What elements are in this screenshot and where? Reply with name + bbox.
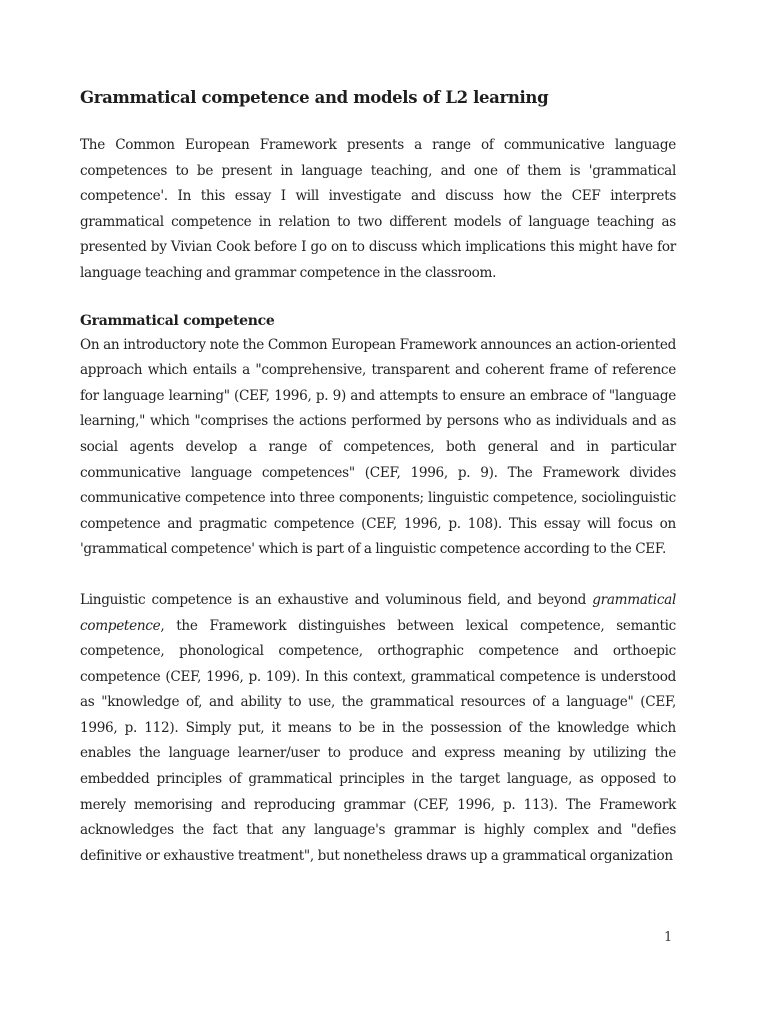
- section-paragraph-2: [80, 588, 676, 870]
- intro-paragraph: The Common European Framework presents a range of communicative language competences to be present in language teaching, and one of them is 'grammatical competence'. In this essay I will investigate and discuss how the CEF interprets grammatical competence in relation to two different models of language teaching as presented by Vivian Cook before I go on to discuss which implications this might have for language teaching and grammar competence in the classroom.: [80, 137, 676, 281]
- section-paragraph-1: On an introductory note the Common European Framework announces an action-oriented approach which entails a "comprehensive, transparent and coherent frame of reference for language learning" (CEF, 1996, p. 9) and attempts to ensure an embrace of "language learning," which "comprises the actions performed by persons who as individuals and as social agents develop a range of competences, both general and in particular communicative language competences" (CEF, 1996, p. 9). The Framework divides communicative competence into three components; linguistic competence, sociolinguistic competence and pragmatic competence (CEF, 1996, p. 108). This essay will focus on 'grammatical competence' which is part of a linguistic competence according to the CEF.: [80, 336, 676, 558]
- document-page: [80, 88, 676, 869]
- page-number: 1: [664, 930, 673, 945]
- document-title: Grammatical competence and models of L2 learning: [80, 88, 549, 107]
- section-heading: Grammatical competence: [80, 312, 275, 329]
- section-paragraph-2-start: Linguistic competence is an exhaustive and voluminous field, and beyond: [80, 591, 593, 608]
- section-paragraph-2-rest: , the Framework distinguishes between lexical competence, semantic competence, phonological competence, orthographic competence and orthoepic competence (CEF, 1996, p. 109). In this context, grammatical competence is understood as "knowledge of, and ability to use, the grammatical resources of a language" (CEF, 1996, p. 112). Simply put, it means to be in the possession of the knowledge which enables the language learner/user to produce and express meaning by utilizing the embedded principles of grammatical principles in the target language, as opposed to merely memorising and reproducing grammar (CEF, 1996, p. 113). The Framework acknowledges the fact that any language's grammar is highly complex and "defies definitive or exhaustive treatment", but nonetheless draws up a grammatical organization: [80, 617, 676, 864]
- section-paragraph-2-italic: grammatical competence: [80, 591, 676, 634]
